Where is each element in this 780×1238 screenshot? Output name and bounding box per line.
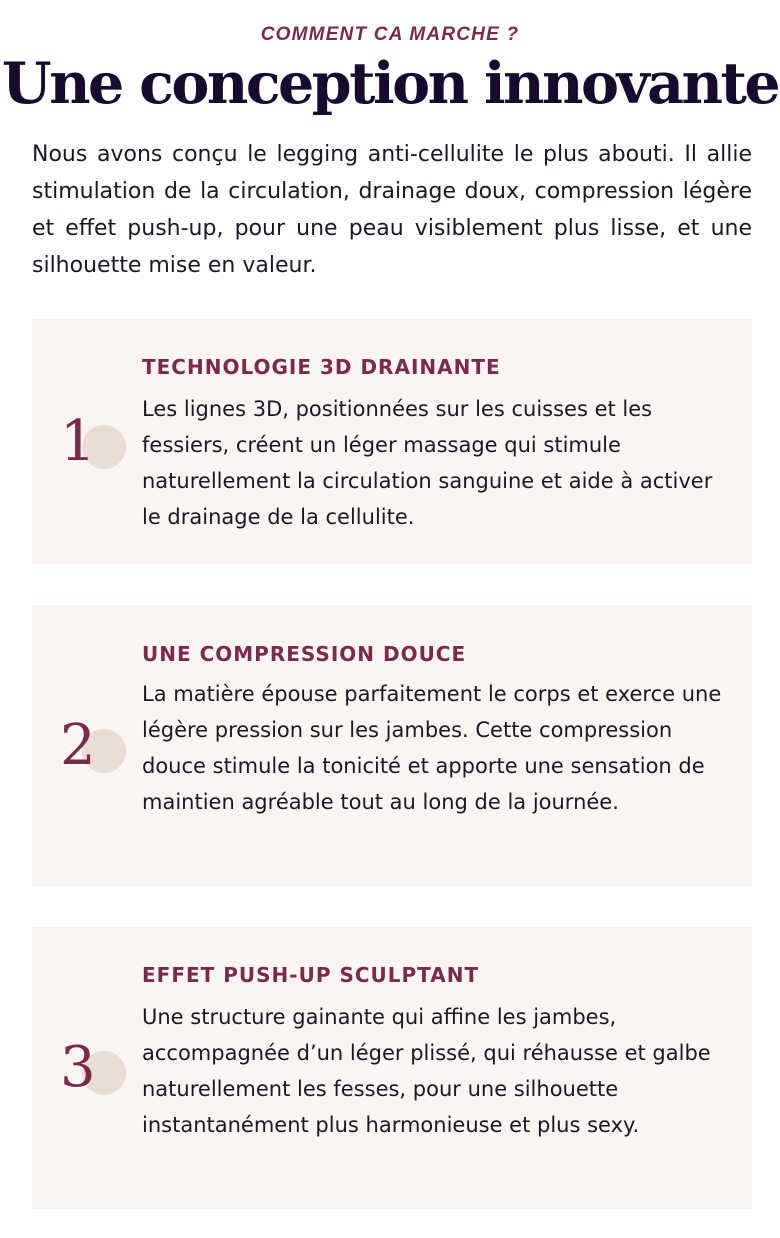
feature-heading: EFFET PUSH-UP SCULPTANT xyxy=(142,963,480,987)
feature-number-badge xyxy=(60,713,126,779)
page-title: Une conception innovante xyxy=(1,50,779,117)
feature-card-3 xyxy=(32,927,752,1209)
eyebrow-label: COMMENT CA MARCHE ? xyxy=(260,24,520,45)
feature-number: 1 xyxy=(60,409,96,474)
feature-text: La matière épouse parfaitement le corps et exerce une légère pression sur les jambes. Cette compression douce stimule la tonicité et apporte une sensation de maintien agréable tout au long de la journée. xyxy=(142,682,722,814)
feature-heading: UNE COMPRESSION DOUCE xyxy=(142,642,467,666)
feature-number-badge xyxy=(60,409,126,475)
feature-number: 2 xyxy=(60,713,96,778)
feature-heading: TECHNOLOGIE 3D DRAINANTE xyxy=(142,355,501,379)
feature-number-badge xyxy=(60,1035,126,1101)
feature-number: 3 xyxy=(60,1035,96,1100)
feature-text: Les lignes 3D, positionnées sur les cuisses et les fessiers, créent un léger massage qui stimule naturellement la circulation sanguine et aide à activer le drainage de la cellulite. xyxy=(142,397,713,529)
intro-paragraph: Nous avons conçu le legging anti-cellulite le plus abouti. Il allie stimulation de la circulation, drainage doux, compression légère et effet push-up, pour une peau visiblement plus lisse, et une silhouette mise en valeur. xyxy=(32,142,752,278)
feature-card-1 xyxy=(32,319,752,564)
feature-text: Une structure gainante qui affine les jambes, accompagnée d’un léger plissé, qui réhausse et galbe naturellement les fesses, pour une silhouette instantanément plus harmonieuse et plus sexy. xyxy=(142,1005,711,1137)
feature-card-2 xyxy=(32,605,752,886)
